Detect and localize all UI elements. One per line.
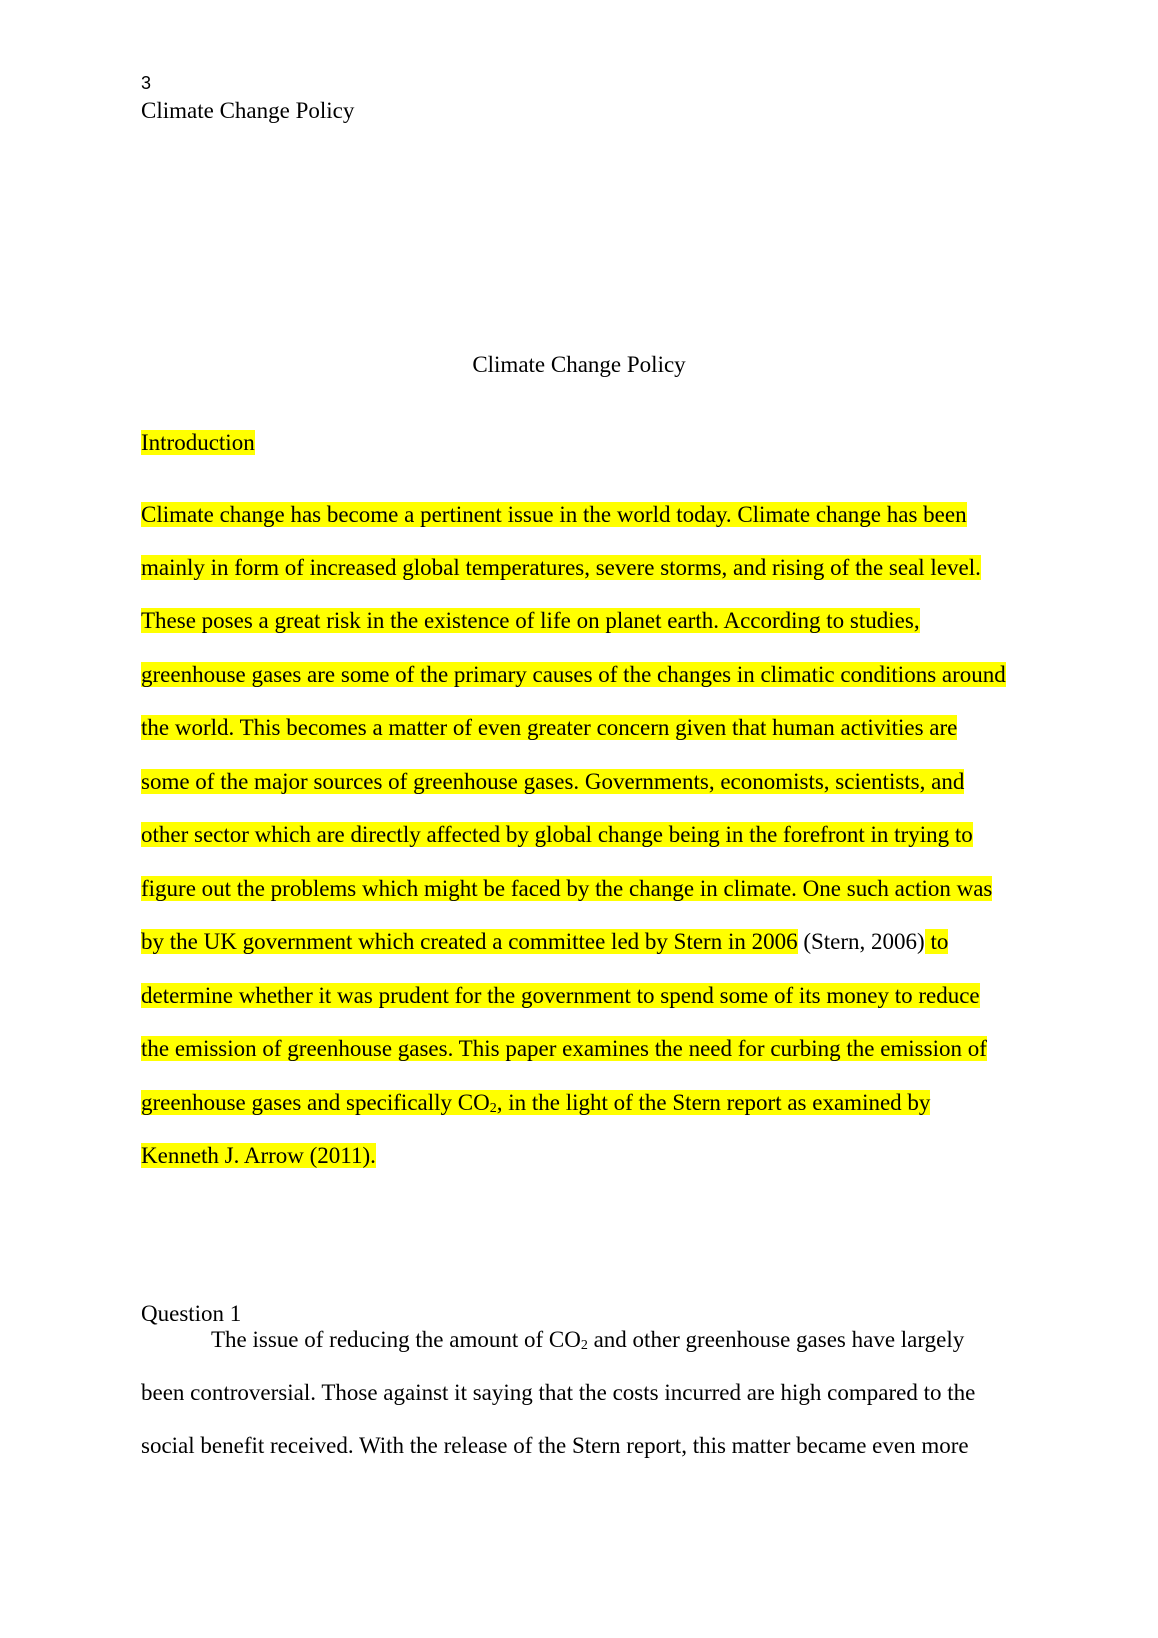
intro-line-text: other sector which are directly affected by global change being in the forefront in trying to bbox=[141, 822, 973, 847]
intro-line-text: some of the major sources of greenhouse gases. Governments, economists, scientists, and bbox=[141, 769, 965, 794]
intro-line-text: Kenneth J. Arrow (2011). bbox=[141, 1143, 376, 1168]
intro-line-rest: , in the light of the Stern report as examined by bbox=[496, 1090, 931, 1115]
intro-line-text: mainly in form of increased global temperatures, severe storms, and rising of the seal level. bbox=[141, 555, 981, 580]
intro-line bbox=[141, 500, 967, 530]
intro-line-text: Climate change has become a pertinent issue in the world today. Climate change has been bbox=[141, 502, 967, 527]
intro-line bbox=[141, 713, 957, 743]
introduction-heading bbox=[141, 428, 255, 458]
intro-line bbox=[141, 820, 973, 850]
intro-line-text: greenhouse gases are some of the primary causes of the changes in climatic conditions around bbox=[141, 662, 1006, 687]
page-number: 3 bbox=[141, 73, 152, 93]
intro-line bbox=[141, 767, 964, 797]
co2-subscript: 2 bbox=[489, 1101, 497, 1116]
running-head: Climate Change Policy bbox=[141, 98, 355, 123]
document-title: Climate Change Policy bbox=[472, 352, 686, 377]
co2-subscript: 2 bbox=[580, 1338, 588, 1353]
intro-line bbox=[141, 1141, 376, 1171]
intro-line bbox=[141, 660, 1006, 690]
intro-line bbox=[141, 553, 981, 583]
co2-text: greenhouse gases and specifically CO bbox=[141, 1090, 490, 1115]
intro-line-text: figure out the problems which might be faced by the change in climate. One such action was bbox=[141, 876, 993, 901]
intro-line bbox=[141, 1088, 930, 1118]
question-line-rest: and other greenhouse gases have largely bbox=[587, 1327, 965, 1352]
question-line: social benefit received. With the release of the Stern report, this matter became even more bbox=[141, 1433, 969, 1458]
intro-line bbox=[141, 874, 992, 904]
question-1-heading: Question 1 bbox=[141, 1301, 242, 1326]
intro-line-text: to bbox=[924, 929, 949, 954]
intro-line bbox=[141, 981, 980, 1011]
intro-line bbox=[141, 927, 948, 957]
introduction-heading-text: Introduction bbox=[141, 430, 255, 455]
intro-line bbox=[141, 1034, 987, 1064]
intro-line-text: These poses a great risk in the existence of life on planet earth. According to studies, bbox=[141, 608, 920, 633]
intro-line-text bbox=[141, 1090, 930, 1115]
intro-line-text: the emission of greenhouse gases. This paper examines the need for curbing the emission of bbox=[141, 1036, 987, 1061]
question-line: been controversial. Those against it saying that the costs incurred are high compared to the bbox=[141, 1380, 976, 1405]
co2-text: The issue of reducing the amount of CO bbox=[211, 1327, 581, 1352]
citation-stern-2006: (Stern, 2006) bbox=[797, 929, 925, 954]
intro-line bbox=[141, 606, 920, 636]
intro-line-text: by the UK government which created a committee led by Stern in 2006 bbox=[141, 929, 798, 954]
question-line bbox=[211, 1325, 964, 1355]
intro-line-text: the world. This becomes a matter of even greater concern given that human activities are bbox=[141, 715, 958, 740]
intro-line-text: determine whether it was prudent for the government to spend some of its money to reduce bbox=[141, 983, 980, 1008]
